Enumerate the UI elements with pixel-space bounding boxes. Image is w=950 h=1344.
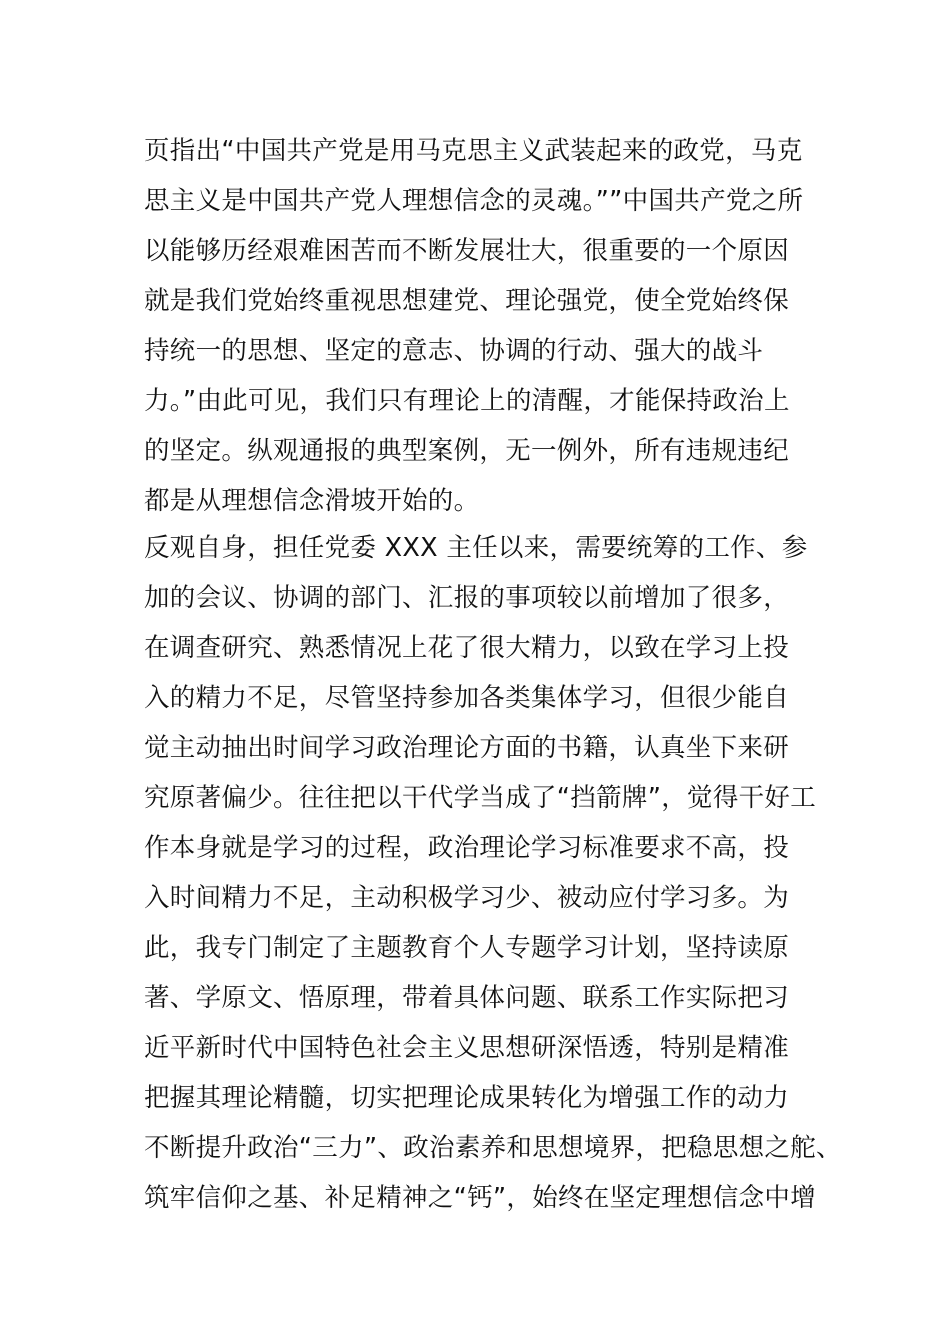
text-line: 持统一的思想、坚定的意志、协调的行动、强大的战斗 (144, 336, 764, 366)
text-line: 都是从理想信念滑坡开始的。 (144, 486, 480, 516)
text-line: 思主义是中国共产党人理想信念的灵魂。””中国共产党之所 (144, 186, 804, 216)
text-line: 力。”由此可见，我们只有理论上的清醒，才能保持政治上 (144, 386, 790, 416)
text-line: 加的会议、协调的部门、汇报的事项较以前增加了很多， (144, 583, 790, 613)
text-line: 筑牢信仰之基、补足精神之“钙”，始终在坚定理想信念中增 (144, 1183, 817, 1213)
text-line: 著、学原文、悟原理，带着具体问题、联系工作实际把习 (144, 983, 790, 1013)
text-line: 反观自身，担任党委 XXX 主任以来，需要统筹的工作、参 (144, 533, 808, 563)
text-line: 的坚定。纵观通报的典型案例，无一例外，所有违规违纪 (144, 436, 790, 466)
text-line: 作本身就是学习的过程，政治理论学习标准要求不高，投 (144, 833, 790, 863)
text-line: 不断提升政治“三力”、政治素养和思想境界，把稳思想之舵、 (144, 1133, 842, 1163)
text-line: 以能够历经艰难困苦而不断发展壮大，很重要的一个原因 (144, 236, 790, 266)
text-line: 觉主动抽出时间学习政治理论方面的书籍，认真坐下来研 (144, 733, 790, 763)
text-line: 近平新时代中国特色社会主义思想研深悟透，特别是精准 (144, 1033, 790, 1063)
text-line: 页指出“中国共产党是用马克思主义武装起来的政党，马克 (144, 136, 803, 166)
text-line: 入时间精力不足，主动积极学习少、被动应付学习多。为 (144, 883, 790, 913)
text-line: 入的精力不足，尽管坚持参加各类集体学习，但很少能自 (144, 683, 790, 713)
text-line: 在调查研究、熟悉情况上花了很大精力，以致在学习上投 (144, 633, 790, 663)
text-line: 把握其理论精髓，切实把理论成果转化为增强工作的动力 (144, 1083, 790, 1113)
text-line: 此，我专门制定了主题教育个人专题学习计划，坚持读原 (144, 933, 790, 963)
text-line: 就是我们党始终重视思想建党、理论强党，使全党始终保 (144, 286, 790, 316)
text-line: 究原著偏少。往往把以干代学当成了“挡箭牌”，觉得干好工 (144, 783, 817, 813)
